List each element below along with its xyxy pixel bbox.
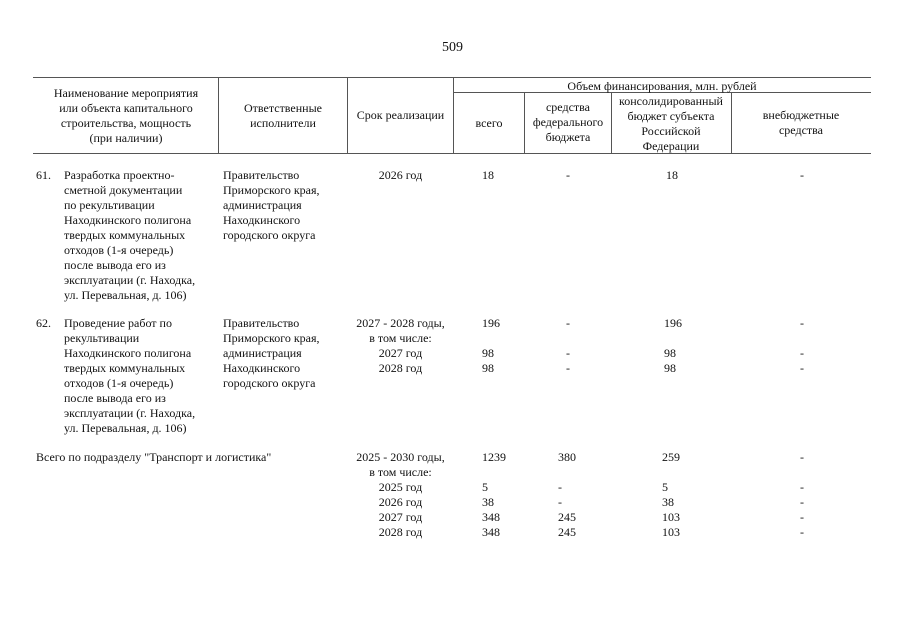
header-bottom-rule (33, 153, 871, 154)
row-62-total: 196 98 98 (482, 316, 500, 375)
row-62-regional: 196 98 98 (664, 316, 682, 375)
header-regional: консолидированный бюджет субъекта Российской Федерации (619, 94, 723, 153)
row-61-offbudget: - (800, 168, 804, 182)
subtotal-term: 2025 - 2030 годы, в том числе: 2025 год 2026 год 2027 год 2028 год (356, 450, 445, 539)
col-divider-3 (453, 77, 454, 153)
subtotal-offbudget: - - - - - (800, 450, 804, 539)
row-62-number: 62. (36, 316, 51, 330)
row-62-offbudget: - - - (800, 316, 804, 375)
header-executors: Ответственные исполнители (244, 101, 322, 130)
header-funding: Объем финансирования, млн. рублей (567, 79, 757, 93)
row-62-federal: - - - (566, 316, 570, 375)
col-divider-2 (347, 77, 348, 153)
row-62-executors: Правительство Приморского края, администрация Находкинского городского округа (223, 316, 320, 390)
row-61-number: 61. (36, 168, 51, 182)
subtotal-label: Всего по подразделу "Транспорт и логистика" (36, 450, 272, 464)
row-62-name: Проведение работ по рекультивации Находкинского полигона твердых коммунальных отходов (1-я очередь) после вывода его из эксплуатации (г. Находка, ул. Перевальная, д. 106) (64, 316, 196, 435)
header-top-rule (33, 77, 871, 78)
col-divider-4 (524, 92, 525, 153)
col-divider-1 (218, 77, 219, 153)
row-61-term: 2026 год (378, 168, 423, 182)
row-61-name: Разработка проектно- сметной документации по рекультивации Находкинского полигона твердых коммунальных отходов (1-я очередь) после вывода его из эксплуатации (г. Находка, ул. Перевальная, д. 106) (64, 168, 196, 302)
header-term: Срок реализации (356, 108, 445, 122)
header-federal: средства федерального бюджета (532, 100, 604, 144)
header-offbudget: внебюджетные средства (762, 108, 840, 137)
row-61-federal: - (566, 168, 570, 182)
page-number: 509 (442, 40, 463, 55)
subtotal-total: 1239 5 38 348 348 (482, 450, 506, 539)
header-name: Наименование мероприятия или объекта капитального строительства, мощность (при наличии) (53, 86, 199, 145)
subtotal-regional: 259 5 38 103 103 (662, 450, 680, 539)
row-62-term: 2027 - 2028 годы, в том числе: 2027 год 2028 год (356, 316, 445, 375)
header-total: всего (475, 116, 503, 130)
row-61-executors: Правительство Приморского края, администрация Находкинского городского округа (223, 168, 320, 242)
col-divider-6 (731, 92, 732, 153)
row-61-total: 18 (482, 168, 494, 182)
row-61-regional: 18 (666, 168, 678, 182)
subtotal-federal: 380 - - 245 245 (558, 450, 576, 539)
